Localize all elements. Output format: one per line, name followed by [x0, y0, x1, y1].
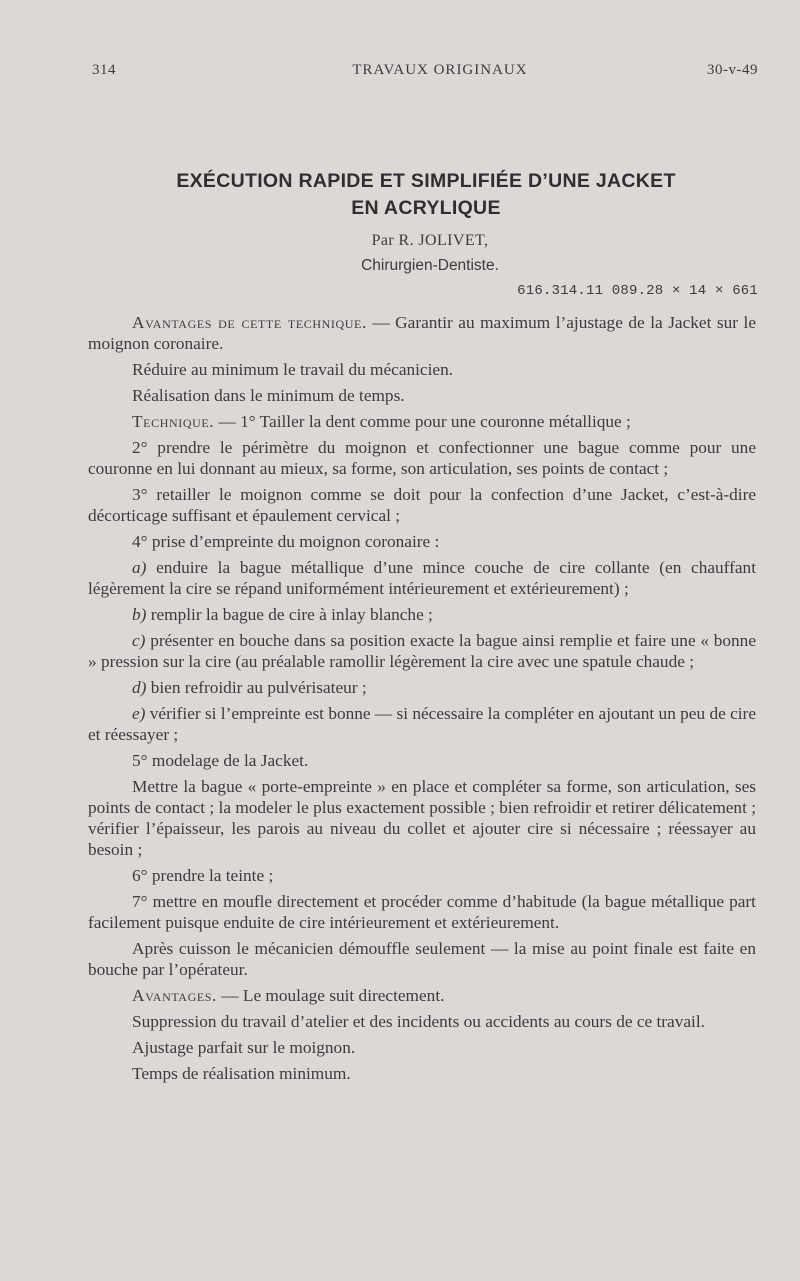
paragraph-text: bien refroidir au pulvérisateur ; — [146, 678, 367, 697]
paragraph-text: Ajustage parfait sur le moignon. — [132, 1038, 356, 1057]
paragraph — [88, 750, 756, 771]
paragraph — [88, 630, 756, 672]
paragraph-text: Réalisation dans le minimum de temps. — [132, 386, 405, 405]
paragraph-text: Suppression du travail d’atelier et des incidents ou accidents au cours de ce travail. — [132, 1012, 705, 1031]
paragraph — [88, 677, 756, 698]
title-line-1: EXÉCUTION RAPIDE ET SIMPLIFIÉE D’UNE JACKET — [176, 170, 676, 192]
paragraph — [88, 1037, 756, 1058]
paragraph — [88, 938, 756, 980]
author: Par R. JOLIVET, — [371, 232, 489, 249]
list-marker: e) — [132, 704, 146, 723]
paragraph — [88, 557, 756, 599]
section-lead: Technique. — [132, 412, 215, 431]
byline — [120, 228, 740, 278]
paragraph — [88, 437, 756, 479]
paragraph-text: enduire la bague métallique d’une mince couche de cire collante (en chauffant légèrement la cire se répand uniformément intérieurement et extérieurement) ; — [88, 558, 756, 598]
paragraph — [88, 1063, 756, 1084]
paragraph — [88, 484, 756, 526]
list-marker: a) — [132, 558, 147, 577]
paragraph — [88, 359, 756, 380]
paragraph — [88, 703, 756, 745]
paragraph — [88, 411, 756, 432]
paragraph-text: 4° prise d’empreinte du moignon coronaire : — [132, 532, 440, 551]
page-number: 314 — [92, 62, 116, 78]
article-body — [88, 312, 756, 1089]
section-lead: Avantages. — [132, 986, 217, 1005]
issue-date: 30-v-49 — [707, 62, 758, 78]
paragraph-text: 7° mettre en moufle directement et procéder comme d’habitude (la bague métallique part facilement puisque enduite de cire intérieurement et extérieurement. — [88, 892, 756, 932]
paragraph-text: présenter en bouche dans sa position exacte la bague ainsi remplie et faire une « bonne » pression sur la cire (au préalable ramollir légèrement la cire avec une spatule chaude ; — [88, 631, 756, 671]
paragraph-text: Après cuisson le mécanicien démouffle seulement — la mise au point finale est faite en bouche par l’opérateur. — [88, 939, 756, 979]
paragraph-text: 6° prendre la teinte ; — [132, 866, 274, 885]
affiliation: Chirurgien-Dentiste. — [361, 257, 499, 274]
paragraph — [88, 312, 756, 354]
paragraph-text: 5° modelage de la Jacket. — [132, 751, 309, 770]
paragraph — [88, 776, 756, 860]
paragraph — [88, 1011, 756, 1032]
paragraph-text: vérifier si l’empreinte est bonne — si nécessaire la compléter en ajoutant un peu de cire et réessayer ; — [88, 704, 756, 744]
section-lead: Avantages de cette technique. — [132, 313, 367, 332]
paragraph-text: 2° prendre le périmètre du moignon et confectionner une bague comme pour une couronne en lui donnant au mieux, sa forme, son articulation, ses points de contact ; — [88, 438, 756, 478]
paragraph-text: Réduire au minimum le travail du mécanicien. — [132, 360, 454, 379]
paragraph — [88, 385, 756, 406]
paragraph — [88, 891, 756, 933]
paragraph-text: — Garantir au maximum l’ajustage de la Jacket sur le moignon coronaire. — [88, 313, 756, 353]
classification-code: 616.314.11 089.28 × 14 × 661 — [517, 283, 758, 299]
paragraph-text: — 1° Tailler la dent comme pour une couronne métallique ; — [214, 412, 631, 431]
paragraph — [88, 985, 756, 1006]
list-marker: d) — [132, 678, 147, 697]
paragraph-text: — Le moulage suit directement. — [216, 986, 445, 1005]
list-marker: b) — [132, 605, 147, 624]
paragraph-text: Mettre la bague « porte-empreinte » en place et compléter sa forme, son articulation, ses points de contact ; la modeler le plus exactement possible ; bien refroidir et retirer délicatement ; vérifier l’épaisseur, les parois au niveau du collet et ajouter cire si nécessaire ; réessayer au besoin ; — [88, 777, 756, 859]
title-line-2: EN ACRYLIQUE — [351, 197, 501, 219]
paragraph — [88, 604, 756, 625]
article-title — [100, 168, 752, 222]
paragraph-text: 3° retailler le moignon comme se doit pour la confection d’une Jacket, c’est-à-dire décorticage suffisant et épaulement cervical ; — [88, 485, 756, 525]
running-title: TRAVAUX ORIGINAUX — [352, 62, 528, 78]
paragraph — [88, 865, 756, 886]
paragraph-text: Temps de réalisation minimum. — [132, 1064, 351, 1083]
paragraph-text: remplir la bague de cire à inlay blanche ; — [146, 605, 433, 624]
paragraph — [88, 531, 756, 552]
list-marker: c) — [132, 631, 146, 650]
